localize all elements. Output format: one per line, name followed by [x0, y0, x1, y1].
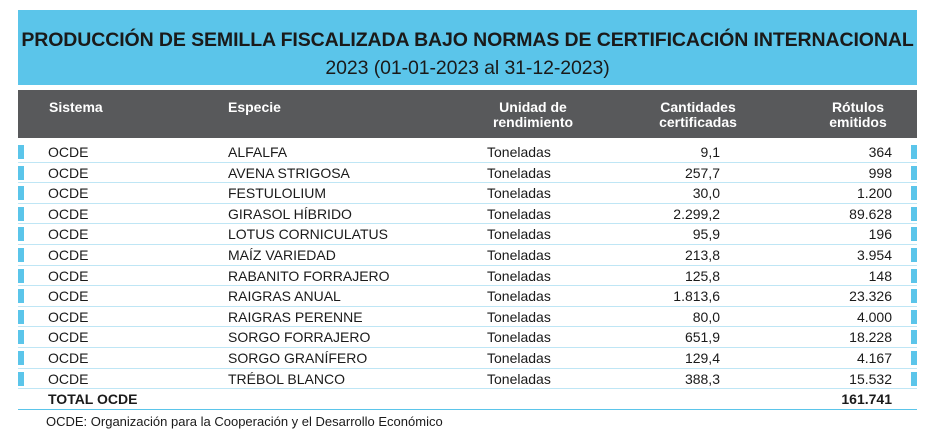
table-row: [18, 224, 917, 245]
cell-unidad: Toneladas: [487, 267, 551, 284]
cell-especie: RABANITO FORRAJERO: [228, 267, 390, 284]
header-cantidades-line2: certificadas: [659, 114, 737, 130]
cell-cantidad: 257,7: [684, 164, 720, 181]
cell-rotulos: 998: [868, 164, 892, 181]
header-unidad-line2: rendimiento: [492, 114, 574, 130]
total-label: TOTAL OCDE: [48, 391, 138, 408]
cell-especie: SORGO FORRAJERO: [228, 329, 371, 346]
page-title: PRODUCCIÓN DE SEMILLA FISCALIZADA BAJO NORMAS DE CERTIFICACIÓN INTERNACIONAL: [21, 29, 914, 51]
cell-especie: ALFALFA: [228, 144, 288, 160]
cell-cantidad: 9,1: [700, 144, 720, 160]
cell-sistema: OCDE: [48, 246, 89, 263]
cell-unidad: Toneladas: [487, 329, 551, 346]
cell-cantidad: 651,9: [684, 329, 720, 346]
cell-cantidad: 388,3: [684, 370, 720, 387]
cell-rotulos: 4.167: [856, 349, 892, 366]
header-sistema: Sistema: [49, 99, 103, 115]
cell-sistema: OCDE: [48, 205, 89, 222]
cell-cantidad: 1.813,6: [673, 288, 720, 305]
cell-sistema: OCDE: [48, 185, 89, 202]
cell-rotulos: 196: [868, 226, 892, 243]
cell-especie: AVENA STRIGOSA: [228, 164, 350, 181]
cell-sistema: OCDE: [48, 164, 89, 181]
header-cantidades: [628, 100, 768, 130]
header-unidad-line1: Unidad de: [499, 99, 567, 115]
header-unidad: [463, 100, 603, 130]
header-especie: Especie: [228, 99, 281, 115]
cell-cantidad: 129,4: [684, 349, 720, 366]
cell-unidad: Toneladas: [487, 308, 551, 325]
cell-unidad: Toneladas: [487, 164, 551, 181]
cell-rotulos: 23.326: [849, 288, 892, 305]
header-rotulos-line2: emitidos: [829, 114, 887, 130]
cell-sistema: OCDE: [48, 267, 89, 284]
cell-sistema: OCDE: [48, 226, 89, 243]
table-row: [18, 266, 917, 287]
page-subtitle: 2023 (01-01-2023 al 31-12-2023): [325, 57, 610, 79]
cell-cantidad: 30,0: [692, 185, 720, 202]
header-rotulos: [798, 100, 918, 130]
cell-rotulos: 89.628: [849, 205, 892, 222]
cell-unidad: Toneladas: [487, 205, 551, 222]
cell-sistema: OCDE: [48, 288, 89, 305]
cell-unidad: Toneladas: [487, 185, 551, 202]
cell-rotulos: 18.228: [849, 329, 892, 346]
cell-cantidad: 2.299,2: [673, 205, 720, 222]
cell-unidad: Toneladas: [487, 370, 551, 387]
cell-sistema: OCDE: [48, 329, 89, 346]
cell-especie: LOTUS CORNICULATUS: [228, 226, 388, 243]
cell-especie: RAIGRAS PERENNE: [228, 308, 363, 325]
cell-sistema: OCDE: [48, 308, 89, 325]
cell-especie: GIRASOL HÍBRIDO: [228, 205, 352, 222]
cell-unidad: Toneladas: [487, 226, 551, 243]
cell-especie: SORGO GRANÍFERO: [228, 349, 368, 366]
table-row: [18, 245, 917, 266]
footnote: OCDE: Organización para la Cooperación y el Desarrollo Económico: [46, 414, 443, 429]
table-row: [18, 286, 917, 307]
cell-especie: RAIGRAS ANUAL: [228, 288, 341, 305]
cell-cantidad: 95,9: [692, 226, 720, 243]
cell-unidad: Toneladas: [487, 246, 551, 263]
cell-especie: MAÍZ VARIEDAD: [228, 246, 336, 263]
cell-especie: FESTULOLIUM: [228, 185, 327, 202]
cell-unidad: Toneladas: [487, 349, 551, 366]
table-row: [18, 327, 917, 348]
header-cantidades-line1: Cantidades: [660, 99, 736, 115]
total-rotulos: 161.741: [841, 391, 892, 408]
cell-rotulos: 3.954: [856, 246, 892, 263]
cell-cantidad: 213,8: [684, 246, 720, 263]
table-row: [18, 348, 917, 369]
table-header: [18, 90, 917, 138]
cell-rotulos: 364: [868, 144, 892, 160]
cell-rotulos: 148: [868, 267, 892, 284]
cell-rotulos: 1.200: [856, 185, 892, 202]
cell-unidad: Toneladas: [487, 288, 551, 305]
total-row: [18, 389, 917, 410]
cell-cantidad: 125,8: [684, 267, 720, 284]
cell-sistema: OCDE: [48, 349, 89, 366]
table-row: [18, 163, 917, 184]
table-row: [18, 307, 917, 328]
cell-unidad: Toneladas: [487, 144, 551, 160]
cell-cantidad: 80,0: [692, 308, 720, 325]
cell-rotulos: 4.000: [856, 308, 892, 325]
cell-especie: TRÉBOL BLANCO: [228, 370, 345, 387]
cell-rotulos: 15.532: [849, 370, 892, 387]
table-row: [18, 142, 917, 163]
table-row: [18, 369, 917, 390]
table-row: [18, 183, 917, 204]
cell-sistema: OCDE: [48, 370, 89, 387]
table-body: [18, 142, 917, 410]
header-rotulos-line1: Rótulos: [831, 99, 885, 115]
cell-sistema: OCDE: [48, 144, 89, 160]
title-banner: [18, 10, 917, 85]
table-row: [18, 204, 917, 225]
